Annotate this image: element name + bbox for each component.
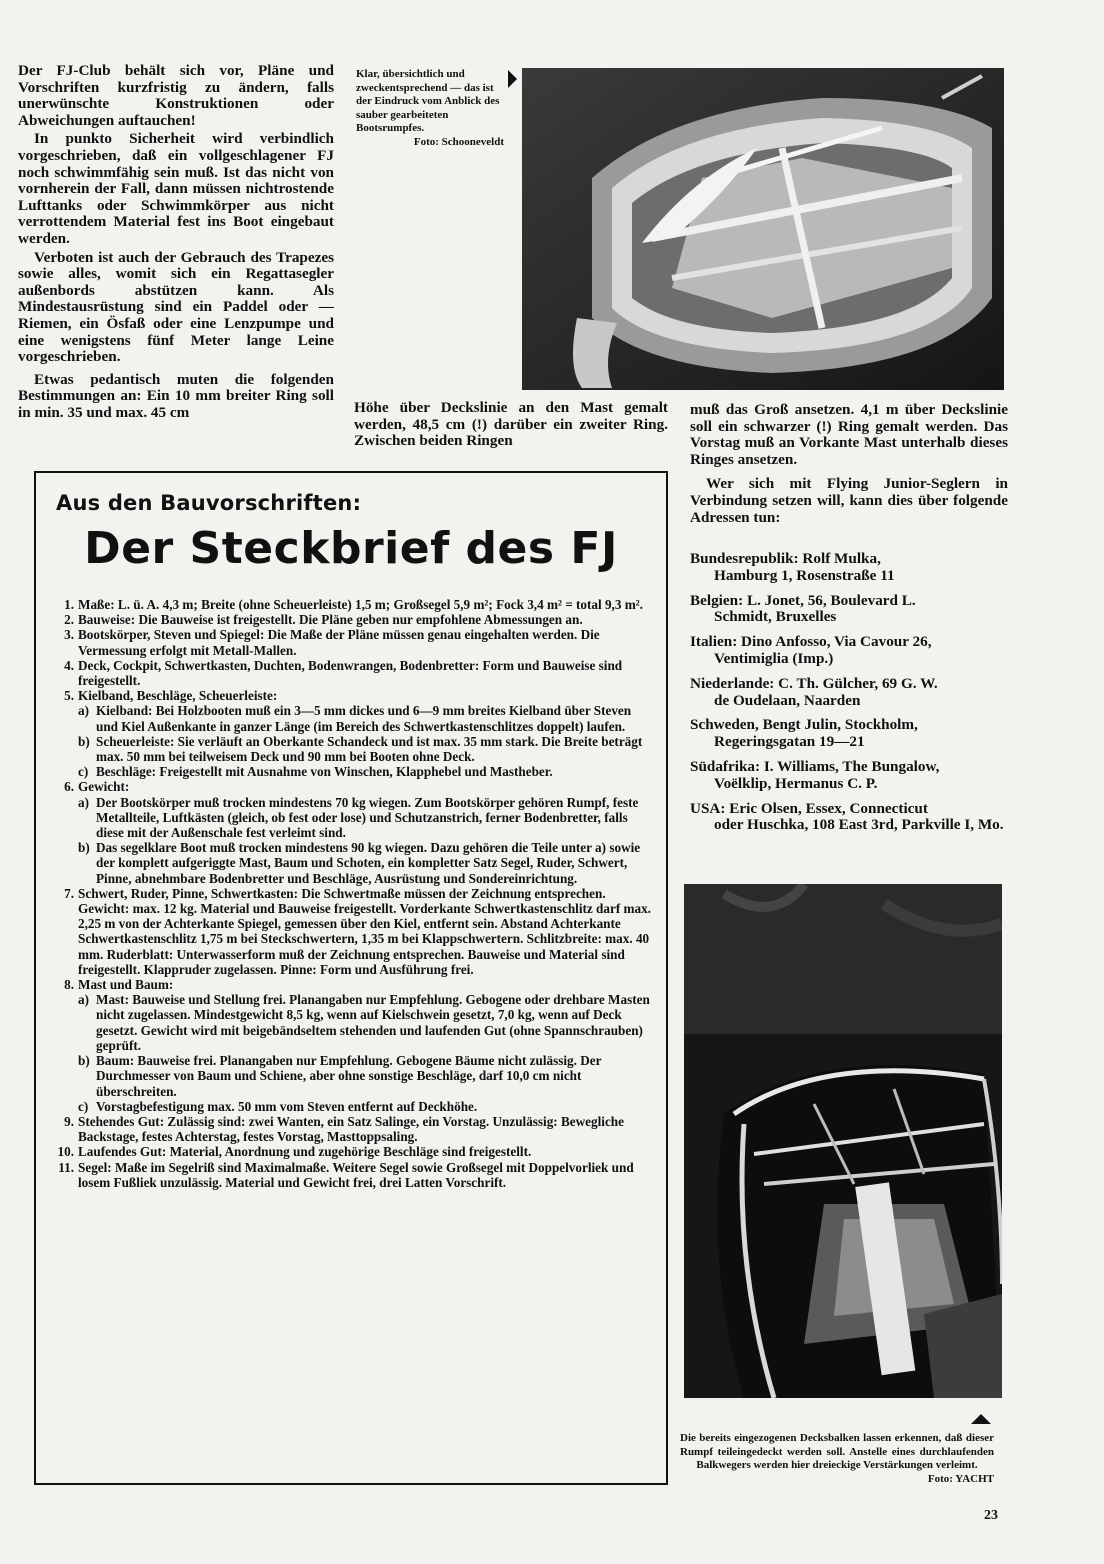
rule-subitem: b) Das segelklare Boot muß trocken mindestens 90 kg wiegen. Dazu gehören die Teile unter a) sowie der komplett aufgeriggte Mast, Baum und Schoten, ein kompletter Satz Segel, Ruder, Schwert, Pinne, abnehmbare Bodenbretter und Beschläge, Ausrüstung und Sondereinrichtung. [78,840,641,886]
rule-subitem: c) Vorstagbefestigung max. 50 mm vom Steven entfernt auf Deckhöhe. [78,1098,478,1114]
rule-item: 11. Segel: Maße im Segelriß sind Maximalmaße. Weitere Segel sowie Großsegel mit Doppelvorliek und losem Fußliek unzulässig. Material und Gewicht frei, drei Latten Vorschrift. [58,1159,634,1190]
bottom-photo-caption [680,1432,994,1486]
caption-text: Klar, übersichtlich und zweckentsprechend — das ist der Eindruck vom Anblick des sauber gearbeiteten Bootsrumpfes. [356,68,500,134]
rule-subitem: a) Mast: Bauweise und Stellung frei. Planangaben nur Empfehlung. Gebogene oder drehbare Masten nicht zugelassen. Mindestgewicht 8,5 kg, wenn auf Kielschwein gesetzt, 7,0 kg, wenn auf Deck gesetzt. Gewicht wird mit beigebändseltem stehenden und laufenden Gut (ohne Spannschrauben) geprüft. [78,992,650,1053]
boat-hull-photo [522,68,1004,390]
paragraph: Höhe über Deckslinie an den Mast gemalt werden, 48,5 cm (!) darüber ein zweiter Ring. Zwischen beiden Ringen [354,399,668,450]
pointer-up-icon [971,1414,991,1424]
rule-item: 3. Bootskörper, Steven und Spiegel: Die Maße der Pläne müssen genau eingehalten werden. Die Vermessung erfolgt mit Metall-Mallen. [64,627,600,658]
rule-item: 5. Kielband, Beschläge, Scheuerleiste: a) Kielband: Bei Holzbooten muß ein 3—5 mm dickes und 6—9 mm breites Kielband über Steven und Kiel Außenkante in ganzer Länge (im Bereich des Schwertkastenschlitzes doppelt) laufen. b) Scheuerleiste: Sie verläuft an Oberkante Schandeck und ist max. 35 mm stark. Die Breite beträgt max. 50 mm bei teilweisem Deck und 90 mm bei Booten ohne Deck. c) Beschläge: Freigestellt mit Ausnahme von Winschen, Klapphebel und Mastheber. [52,688,652,779]
address-entry: Niederlande: C. Th. Gülcher, 69 G. W. de Oudelaan, Naarden [690,674,938,709]
rule-item: 1. Maße: L. ü. A. 4,3 m; Breite (ohne Scheuerleiste) 1,5 m; Großsegel 5,9 m²; Fock 3,4 m² = total 9,3 m². [64,597,643,612]
photo-credit: Foto: Schooneveldt [413,135,504,148]
caption-text: Die bereits eingezogenen Decksbalken lassen erkennen, daß dieser Rumpf teileingedeckt werden soll. Anstelle eines durchlaufenden Balkwegers werden hier dreieckige Verstärkungen verleimt. [680,1432,994,1471]
address-entry: Belgien: L. Jonet, 56, Boulevard L. Schmidt, Bruxelles [690,591,916,626]
rule-subitem: a) Kielband: Bei Holzbooten muß ein 3—5 mm dickes und 6—9 mm breites Kielband über Steven und Kiel Außenkante in ganzer Länge (im Bereich des Schwertkastenschlitzes doppelt) laufen. [78,703,632,734]
middle-column [354,400,668,452]
paragraph: Wer sich mit Flying Junior-Seglern in Verbindung setzen will, kann dies über folgende Adressen tun: [690,475,1008,526]
paragraph: Verboten ist auch der Gebrauch des Trapezes sowie alles, womit sich ein Regattasegler außenbords abstützen kann. Als Mindestausrüstung sind ein Paddel oder — Riemen, ein Ösfaß oder eine Lenzpumpe und eine wenigstens fünf Meter lange Leine vorgeschrieben. [18,248,334,366]
rule-item: 10. Laufendes Gut: Material, Anordnung und zugehörige Beschläge sind freigestellt. [57,1144,532,1160]
paragraph: In punkto Sicherheit wird verbindlich vorgeschrieben, daß ein vollgeschlagener FJ noch schwimmfähig sein muß. Ist das nicht von vornherein der Fall, dann müssen nichtrostende Lufttanks oder Schwimmkörper aus nicht verrottendem Material fest ins Boot eingebaut werden. [18,130,334,247]
left-column [18,63,334,423]
address-entry: Italien: Dino Anfosso, Via Cavour 26, Ventimiglia (Imp.) [690,633,932,667]
paragraph: Etwas pedantisch muten die folgenden Bestimmungen an: Ein 10 mm breiter Ring soll in min. 35 und max. 45 cm [18,370,334,421]
rule-item: 6. Gewicht: a) Der Bootskörper muß trocken mindestens 70 kg wiegen. Zum Bootskörper gehören Rumpf, feste Metallteile, Luftkästen (gleich, ob fest oder lose) und Schutzanstrich, ferner Bodenbretter, falls diese mit der Außenschale fest verleimt sind. b) Das segelklare Boot muß trocken mindestens 90 kg wiegen. Dazu gehören die Teile unter a) sowie der komplett aufgeriggte Mast, Baum und Schoten, ein kompletter Satz Segel, Ruder, Schwert, Pinne, abnehmbare Bodenbretter und Beschläge, Ausrüstung und Sondereinrichtung. [52,779,652,885]
boat-hull-illustration [522,68,1004,390]
paragraph: Der FJ-Club behält sich vor, Pläne und Vorschriften kurzfristig zu ändern, falls unerwünschte Konstruktionen oder Abweichungen auftauchen! [18,62,334,129]
address-entry: Schweden, Bengt Julin, Stockholm, Regeringsgatan 19—21 [690,716,918,751]
photo-credit: Foto: YACHT [927,1472,994,1485]
rule-item: 7. Schwert, Ruder, Pinne, Schwertkasten: Die Schwertmaße müssen der Zeichnung entsprechen. Gewicht: max. 12 kg. Material und Bauweise freigestellt. Vorderkante Schwertkastenschlitz darf max. 2,25 m von der Achterkante Spiegel, gemessen über den Kiel, entfernt sein. Abstand Achterkante Schwertkastenschlitz 1,75 m bei Steckschwertern, 1,35 m bei Klappschwertern. Schlitzbreite: max. 40 mm. Ruderblatt: Unterwasserform muß der Zeichnung entsprechen. Bauweise und Material sind freigestellt. Klappruder zugelassen. Pinne: Form und Ausführung frei. [64,885,651,977]
rule-subitem: b) Baum: Bauweise frei. Planangaben nur Empfehlung. Gebogene Bäume nicht zulässig. Der Durchmesser von Baum und Schiene, aber ohne sonstige Beschläge, darf 10,0 cm nicht überschreiten. [78,1053,602,1099]
address-entry: Bundesrepublik: Rolf Mulka, Hamburg 1, Rosenstraße 11 [690,550,895,584]
top-photo-caption [356,68,504,149]
deck-beams-photo [684,884,1002,1398]
address-list [690,551,1008,842]
deck-beams-illustration [684,884,1002,1398]
right-column [690,402,1008,534]
pointer-right-icon [508,70,517,88]
page-number: 23 [984,1508,998,1523]
rule-subitem: b) Scheuerleiste: Sie verläuft an Oberkante Schandeck und ist max. 35 mm stark. Die Breite beträgt max. 50 mm bei teilweisem Deck und 90 mm bei Booten ohne Deck. [78,733,643,765]
rule-item: 4. Deck, Cockpit, Schwertkasten, Duchten, Bodenwrangen, Bodenbretter: Form und Bauweise sind freigestellt. [64,657,623,689]
box-kicker: Aus den Bauvorschriften: [56,491,362,515]
paragraph: muß das Groß ansetzen. 4,1 m über Deckslinie soll ein schwarzer (!) Ring gemalt werden. Das Vorstag muß an Vorkante Mast unterhalb dieses Ringes ansetzen. [690,401,1008,468]
rule-subitem: a) Der Bootskörper muß trocken mindestens 70 kg wiegen. Zum Bootskörper gehören Rumpf, feste Metallteile, Luftkästen (gleich, ob fest oder lose) und Schutzanstrich, ferner Bodenbretter, falls diese mit der Außenschale fest verleimt sind. [78,794,639,841]
rule-item: 8. Mast und Baum: a) Mast: Bauweise und Stellung frei. Planangaben nur Empfehlung. Gebogene oder drehbare Masten nicht zugelassen. Mindestgewicht 8,5 kg, wenn auf Kielschwein gesetzt, 7,0 kg, wenn auf Deck gesetzt. Gewicht wird mit beigebändseltem stehenden und laufenden Gut (ohne Spannschrauben) geprüft. b) Baum: Bauweise frei. Planangaben nur Empfehlung. Gebogene Bäume nicht zulässig. Der Durchmesser von Baum und Schiene, aber ohne sonstige Beschläge, darf 10,0 cm nicht überschreiten. c) Vorstagbefestigung max. 50 mm vom Steven entfernt auf Deckhöhe. [52,977,652,1114]
rule-item: 2. Bauweise: Die Bauweise ist freigestellt. Die Pläne geben nur empfohlene Abmessungen an. [64,612,583,628]
rules-box [34,471,668,1485]
rule-item: 9. Stehendes Gut: Zulässig sind: zwei Wanten, ein Satz Salinge, ein Vorstag. Unzulässig: Bewegliche Backstage, festes Achterstag, festes Vorstag, Masttoppsaling. [64,1113,624,1145]
rules-list [52,597,652,1190]
address-entry: Südafrika: I. Williams, The Bungalow, Voëlklip, Hermanus C. P. [690,757,940,792]
address-entry: USA: Eric Olsen, Essex, Connecticut oder Huschka, 108 East 3rd, Parkville I, Mo. [690,799,1004,834]
box-title: Der Steckbrief des FJ [84,523,618,574]
rule-subitem: c) Beschläge: Freigestellt mit Ausnahme von Winschen, Klapphebel und Mastheber. [78,764,553,780]
